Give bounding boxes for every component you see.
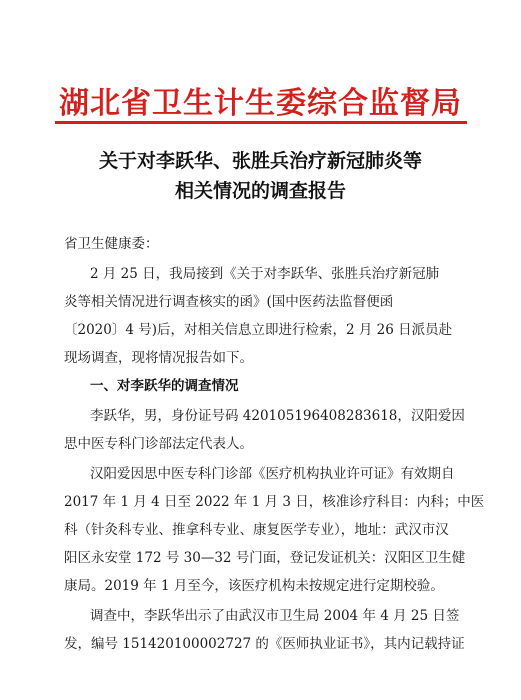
paragraph-1-line-4: 现场调查，现将情况报告如下。 — [64, 350, 253, 366]
document-title-line-2: 相关情况的调查报告 — [174, 180, 346, 202]
paragraph-4-line-1: 调查中，李跃华出示了由武汉市卫生局 2004 年 4 月 25 日签 — [90, 608, 460, 624]
paragraph-3-line-5: 康局。2019 年 1 月至今，该医疗机构未按规定进行定期校验。 — [64, 578, 444, 594]
paragraph-3-line-4: 阳区永安堂 172 号 30—32 号门面，登记发证机关：汉阳区卫生健 — [64, 550, 466, 566]
paragraph-3-line-1: 汉阳爱因思中医专科门诊部《医疗机构执业许可证》有效期自 — [90, 466, 455, 482]
document-title-line-1: 关于对李跃华、张胜兵治疗新冠肺炎等 — [98, 150, 422, 172]
section-1-heading: 一、对李跃华的调查情况 — [90, 378, 239, 394]
paragraph-3-line-3: 科（针灸科专业、推拿科专业、康复医学专业），地址：武汉市汉 — [64, 522, 449, 538]
paragraph-1-line-1: 2 月 25 日，我局接到《关于对李跃华、张胜兵治疗新冠肺 — [90, 266, 440, 282]
paragraph-1-line-3: 〔2020〕4 号)后，对相关信息立即进行检索，2 月 26 日派员赴 — [64, 322, 453, 338]
paragraph-1-line-2: 炎等相关情况进行调查核实的函》(国中医药法监督便函 — [64, 294, 394, 310]
paragraph-2-line-2: 思中医专科门诊部法定代表人。 — [64, 436, 253, 452]
red-divider-line — [55, 121, 467, 124]
paragraph-2-line-1: 李跃华，男，身份证号码 420105196408283618，汉阳爱因 — [90, 408, 465, 424]
paragraph-4-line-2: 发，编号 151420100002727 的《医师执业证书》，其内记载持证 — [64, 636, 465, 652]
salutation: 省卫生健康委： — [64, 236, 159, 252]
paragraph-3-line-2: 2017 年 1 月 4 日至 2022 年 1 月 3 日，核准诊疗科目：内科；中医 — [64, 494, 485, 510]
agency-header: 湖北省卫生计生委综合监督局 — [59, 86, 462, 121]
